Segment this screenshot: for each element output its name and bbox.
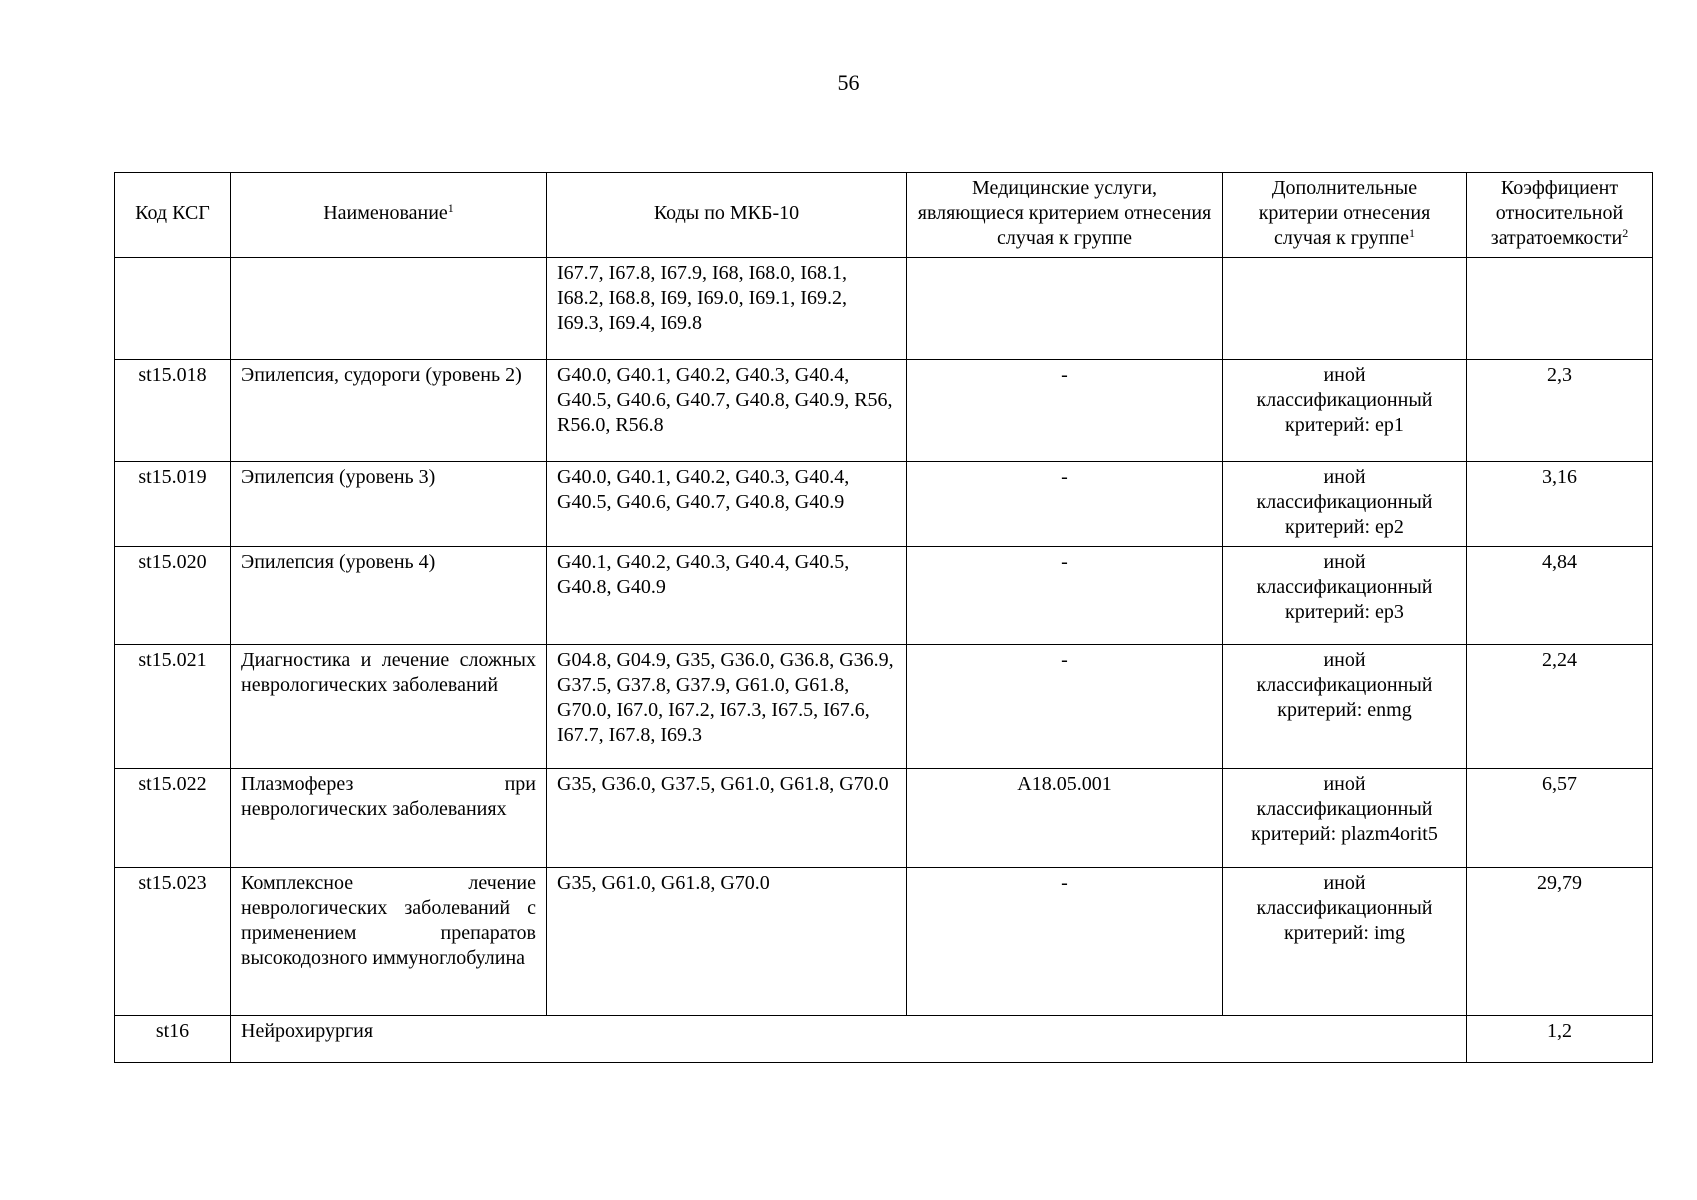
table-row: [115, 547, 1653, 645]
table-row: [115, 868, 1653, 1016]
cell-coef: 29,79: [1467, 868, 1653, 1016]
footnote-marker: 1: [447, 201, 454, 215]
cell-services: -: [907, 645, 1223, 769]
cell-code: st15.023: [115, 868, 231, 1016]
cell-services: [907, 258, 1223, 360]
footnote-marker: 2: [1622, 226, 1629, 240]
table-row: [115, 360, 1653, 462]
cell-name: [231, 258, 547, 360]
cell-coef: 6,57: [1467, 769, 1653, 868]
cell-criteria: иной классификационный критерий: plazm4orit5: [1223, 769, 1467, 868]
cell-services: -: [907, 360, 1223, 462]
cell-icd: G04.8, G04.9, G35, G36.0, G36.8, G36.9, G37.5, G37.8, G37.9, G61.0, G61.8, G70.0, I67.0, I67.2, I67.3, I67.5, I67.6, I67.7, I67.8, I69.3: [547, 645, 907, 769]
cell-code: [115, 258, 231, 360]
cell-code: st15.020: [115, 547, 231, 645]
header-icd: Коды по МКБ-10: [547, 173, 907, 258]
header-name: Наименование$^1$: [231, 173, 547, 258]
cell-criteria: [1223, 258, 1467, 360]
cell-name: Комплексное лечение неврологических заболеваний с применением препаратов высокодозного иммуноглобулина: [231, 868, 547, 1016]
cell-coef: 2,24: [1467, 645, 1653, 769]
cell-name: Эпилепсия (уровень 3): [231, 462, 547, 547]
cell-coef: 3,16: [1467, 462, 1653, 547]
cell-services: -: [907, 547, 1223, 645]
cell-coef: [1467, 258, 1653, 360]
cell-name: Плазмоферез при неврологических заболеваниях: [231, 769, 547, 868]
table-row: [115, 462, 1653, 547]
cell-criteria: иной классификационный критерий: img: [1223, 868, 1467, 1016]
cell-icd: G35, G36.0, G37.5, G61.0, G61.8, G70.0: [547, 769, 907, 868]
table-row: [115, 258, 1653, 360]
footnote-marker: 1: [1408, 226, 1415, 240]
cell-criteria: иной классификационный критерий: ep2: [1223, 462, 1467, 547]
header-criteria: Дополнительные критерии отнесения случая к группе$^1$: [1223, 173, 1467, 258]
cell-icd: G35, G61.0, G61.8, G70.0: [547, 868, 907, 1016]
cell-coef: 2,3: [1467, 360, 1653, 462]
cell-code: st15.019: [115, 462, 231, 547]
table-row: [115, 645, 1653, 769]
cell-criteria: иной классификационный критерий: ep1: [1223, 360, 1467, 462]
cell-name: Диагностика и лечение сложных неврологических заболеваний: [231, 645, 547, 769]
ksg-table: [114, 172, 1653, 1063]
cell-services: A18.05.001: [907, 769, 1223, 868]
cell-icd: G40.0, G40.1, G40.2, G40.3, G40.4, G40.5, G40.6, G40.7, G40.8, G40.9, R56, R56.0, R56.8: [547, 360, 907, 462]
cell-code: st15.021: [115, 645, 231, 769]
header-coef: Коэффициент относительной затратоемкости$^2$: [1467, 173, 1653, 258]
header-code: Код КСГ: [115, 173, 231, 258]
cell-coef: 4,84: [1467, 547, 1653, 645]
cell-name: Эпилепсия (уровень 4): [231, 547, 547, 645]
cell-services: -: [907, 868, 1223, 1016]
profile-row: [115, 1016, 1653, 1063]
table-row: [115, 769, 1653, 868]
cell-icd: G40.1, G40.2, G40.3, G40.4, G40.5, G40.8, G40.9: [547, 547, 907, 645]
cell-services: -: [907, 462, 1223, 547]
cell-code: st15.022: [115, 769, 231, 868]
cell-code: st16: [115, 1016, 231, 1063]
cell-coef: 1,2: [1467, 1016, 1653, 1063]
page-number: 56: [837, 70, 860, 95]
cell-code: st15.018: [115, 360, 231, 462]
cell-icd: G40.0, G40.1, G40.2, G40.3, G40.4, G40.5, G40.6, G40.7, G40.8, G40.9: [547, 462, 907, 547]
cell-profile-name: Нейрохирургия: [231, 1016, 1467, 1063]
table-header-row: [115, 173, 1653, 258]
cell-criteria: иной классификационный критерий: ep3: [1223, 547, 1467, 645]
cell-name: Эпилепсия, судороги (уровень 2): [231, 360, 547, 462]
header-services: Медицинские услуги, являющиеся критерием отнесения случая к группе: [907, 173, 1223, 258]
cell-criteria: иной классификационный критерий: enmg: [1223, 645, 1467, 769]
cell-icd: I67.7, I67.8, I67.9, I68, I68.0, I68.1, I68.2, I68.8, I69, I69.0, I69.1, I69.2, I69.3, I69.4, I69.8: [547, 258, 907, 360]
